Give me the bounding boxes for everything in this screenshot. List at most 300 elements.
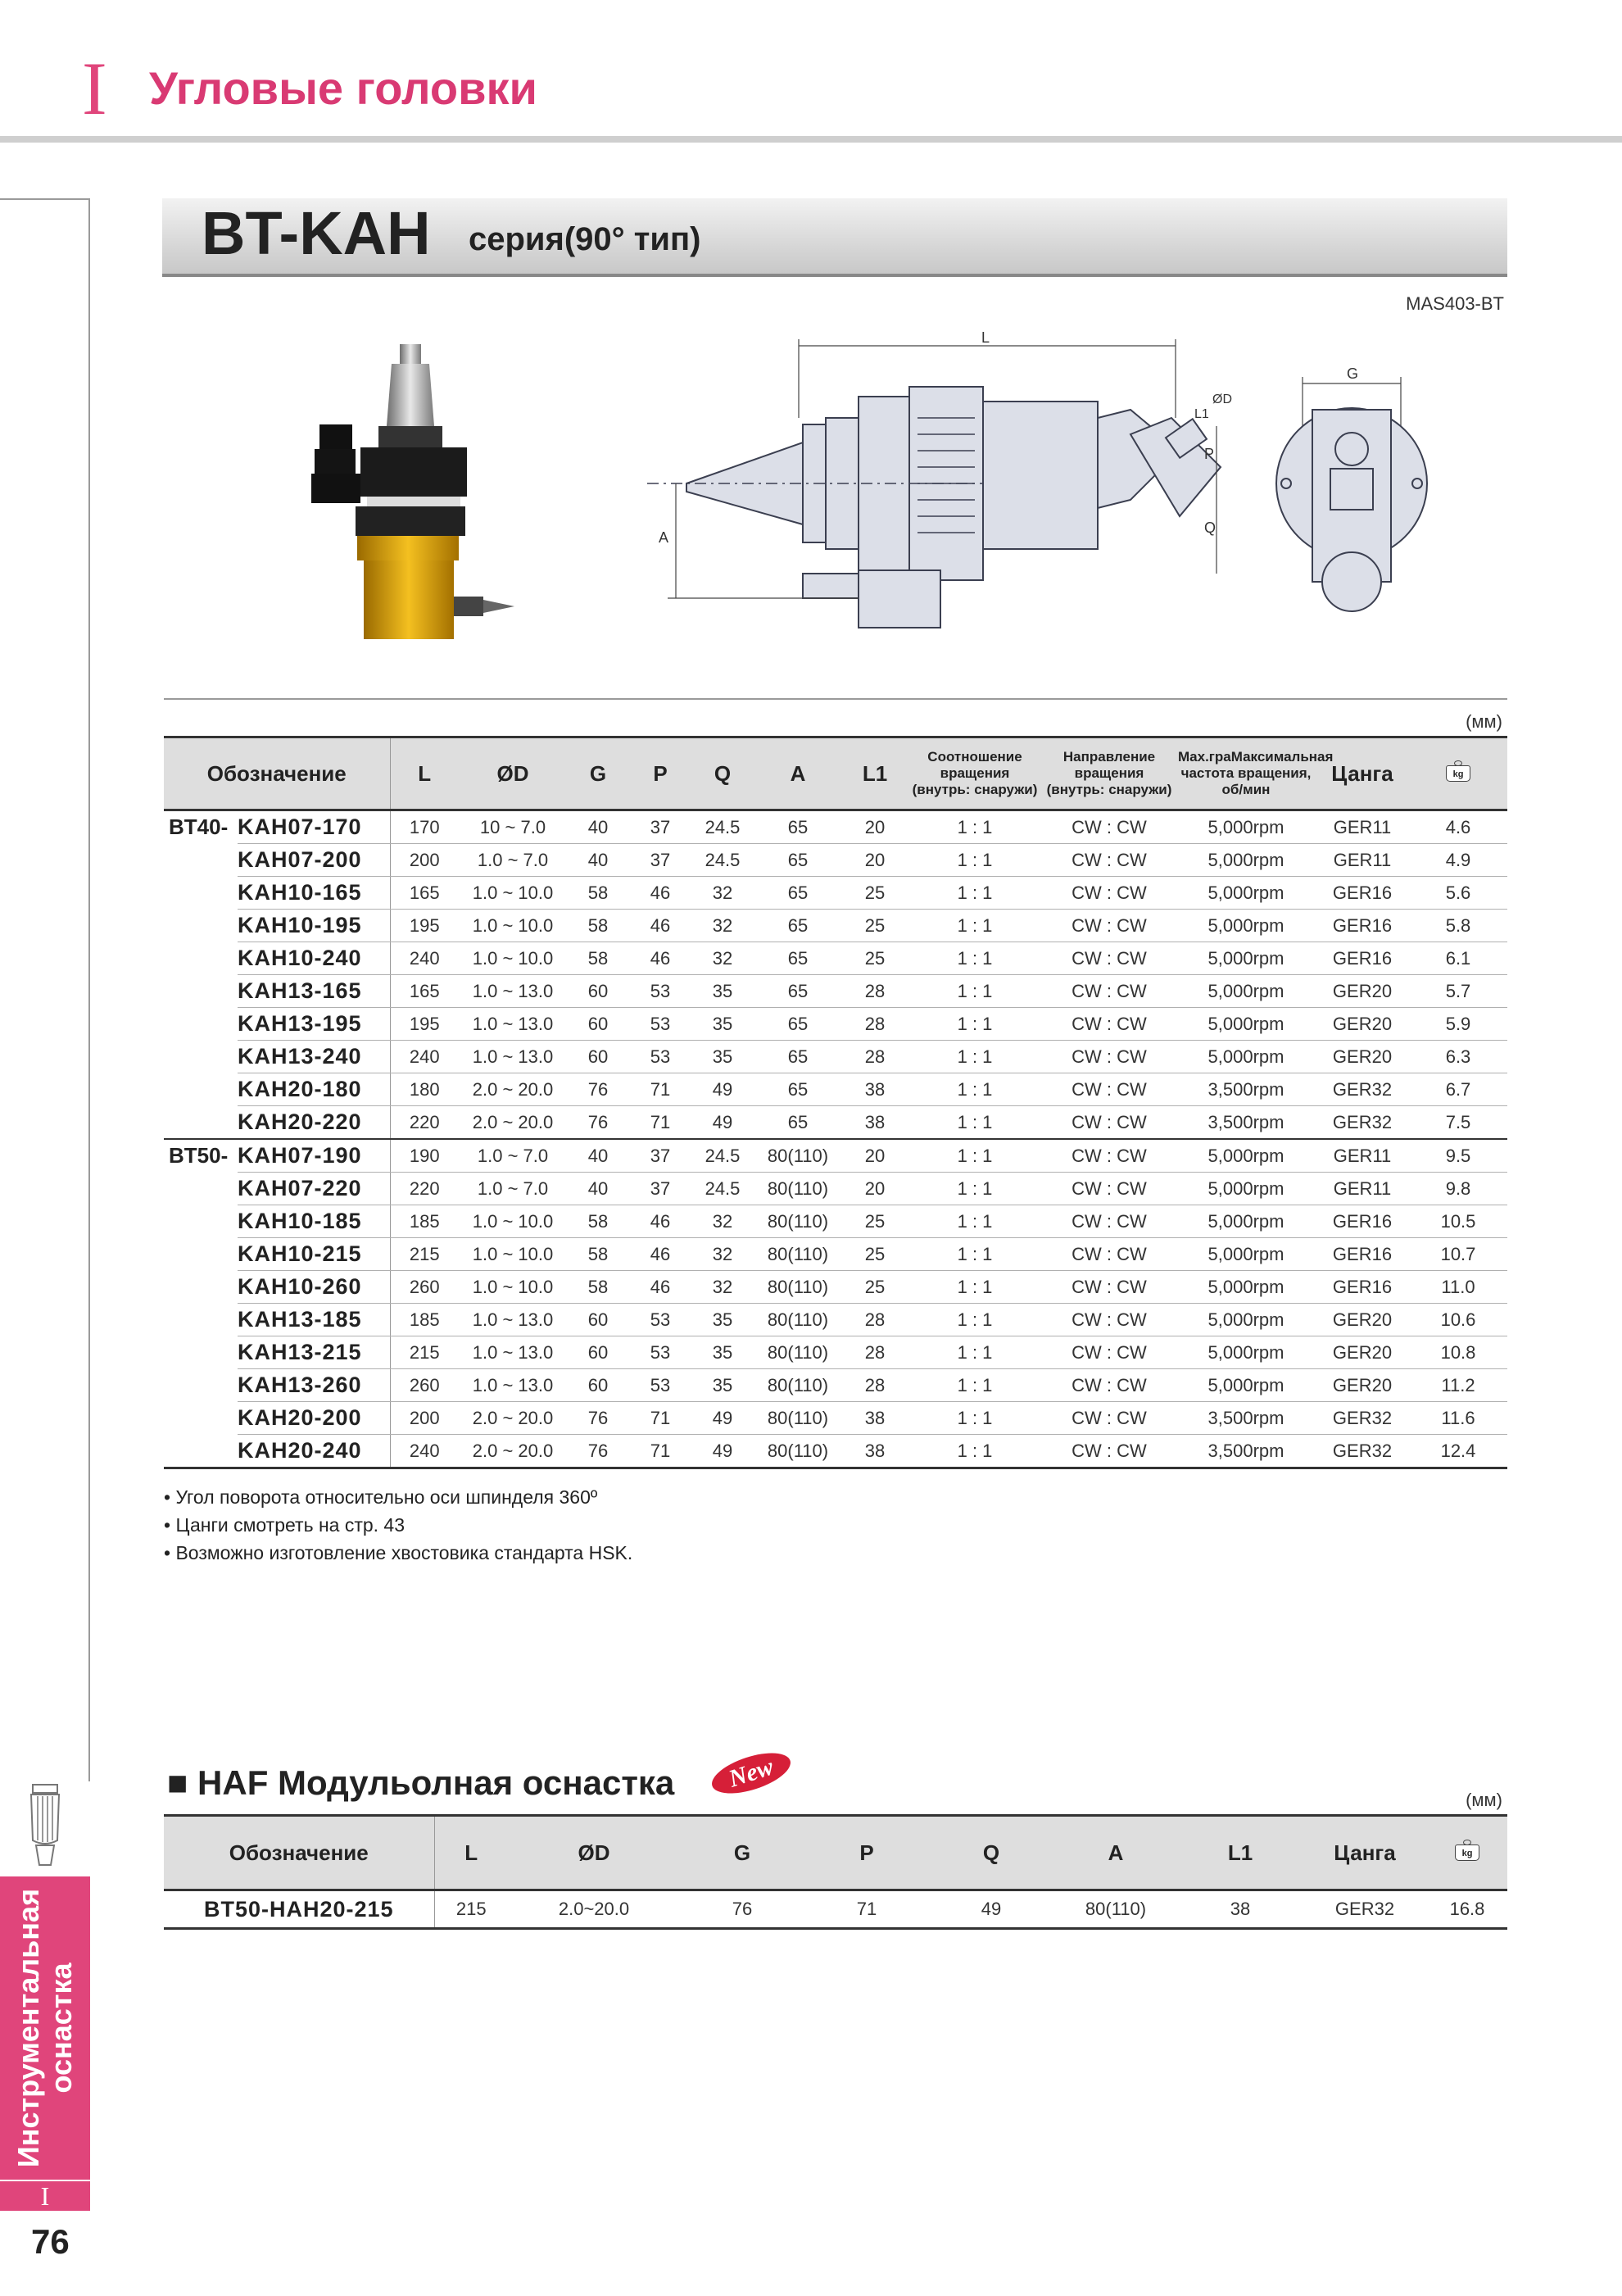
cell-l: 190 (390, 1139, 459, 1173)
model-code: KAH10-195 (238, 910, 390, 942)
cell-d: 1.0 ~ 13.0 (459, 975, 567, 1008)
notes (164, 1483, 632, 1567)
cell-d: 1.0 ~ 13.0 (459, 1304, 567, 1336)
spec-table-unit: (мм) (1466, 711, 1502, 732)
series-label (164, 1008, 238, 1041)
series-label (164, 1369, 238, 1402)
col-header-p: P (629, 737, 691, 810)
table-row (164, 1205, 1507, 1238)
cell-speed: 5,000rpm (1176, 1336, 1316, 1369)
cell-dir: CW : CW (1042, 844, 1176, 877)
cell-kg: 10.7 (1409, 1238, 1507, 1271)
cell-collet: GER32 (1316, 1106, 1409, 1140)
cell-g: 60 (567, 1041, 629, 1073)
cell-q: 32 (691, 877, 754, 910)
model-code: KAH20-180 (238, 1073, 390, 1106)
table-row (164, 1106, 1507, 1140)
cell-l1: 28 (842, 1369, 908, 1402)
cell-l: 200 (390, 844, 459, 877)
haf-col-header-weight (1427, 1816, 1507, 1890)
cell-l: 240 (390, 1435, 459, 1468)
haf-table-unit: (мм) (1466, 1790, 1502, 1810)
cell-dir: CW : CW (1042, 1106, 1176, 1140)
model-code: KAH13-185 (238, 1304, 390, 1336)
model-code: KAH10-165 (238, 877, 390, 910)
spec-table (164, 736, 1507, 1469)
cell-dir: CW : CW (1042, 1205, 1176, 1238)
table-row (164, 1336, 1507, 1369)
taper-standard-label: MAS403-BT (1406, 293, 1504, 314)
cell-g: 58 (567, 942, 629, 975)
cell-q: 35 (691, 1041, 754, 1073)
haf-cell: 16.8 (1427, 1890, 1507, 1929)
dim-label-d: ØD (1212, 392, 1232, 406)
cell-a: 65 (754, 1073, 842, 1106)
cell-ratio: 1 : 1 (908, 844, 1042, 877)
cell-a: 65 (754, 1041, 842, 1073)
cell-p: 53 (629, 975, 691, 1008)
cell-dir: CW : CW (1042, 910, 1176, 942)
cell-a: 80(110) (754, 1369, 842, 1402)
col-header-d: ØD (459, 737, 567, 810)
cell-q: 24.5 (691, 844, 754, 877)
dim-label-q: Q (1204, 520, 1216, 536)
series-label (164, 1106, 238, 1140)
table-row (164, 844, 1507, 877)
cell-q: 49 (691, 1435, 754, 1468)
series-banner-underline (162, 274, 1507, 277)
cell-l: 195 (390, 1008, 459, 1041)
frame-vertical-line (88, 200, 90, 1781)
series-subtitle: серия(90° тип) (469, 221, 701, 257)
model-code: KAH10-215 (238, 1238, 390, 1271)
haf-cell: 49 (929, 1890, 1053, 1929)
col-header-max-speed: Max.граМаксимальная частота вращения, об/мин (1176, 737, 1316, 810)
cell-l: 170 (390, 810, 459, 844)
model-code: KAH07-170 (238, 810, 390, 844)
cell-l1: 38 (842, 1106, 908, 1140)
cell-collet: GER32 (1316, 1402, 1409, 1435)
cell-l: 165 (390, 975, 459, 1008)
cell-g: 40 (567, 844, 629, 877)
haf-cell: 71 (804, 1890, 929, 1929)
cell-collet: GER11 (1316, 810, 1409, 844)
model-code: KAH10-260 (238, 1271, 390, 1304)
cell-dir: CW : CW (1042, 1173, 1176, 1205)
cell-l1: 20 (842, 810, 908, 844)
col-header-a: A (754, 737, 842, 810)
cell-g: 40 (567, 1173, 629, 1205)
haf-cell: 215 (434, 1890, 508, 1929)
cell-dir: CW : CW (1042, 877, 1176, 910)
cell-d: 1.0 ~ 10.0 (459, 1271, 567, 1304)
haf-table (164, 1814, 1507, 1930)
cell-l: 215 (390, 1336, 459, 1369)
cell-q: 35 (691, 975, 754, 1008)
cell-collet: GER20 (1316, 1041, 1409, 1073)
haf-cell: 80(110) (1053, 1890, 1178, 1929)
cell-kg: 10.5 (1409, 1205, 1507, 1238)
cell-kg: 5.7 (1409, 975, 1507, 1008)
cell-g: 40 (567, 810, 629, 844)
cell-d: 1.0 ~ 13.0 (459, 1369, 567, 1402)
sidebar-label-line-1: Инструментальная (11, 1888, 45, 2168)
side-view-drawing (639, 328, 1262, 647)
product-photo (303, 336, 524, 656)
cell-d: 1.0 ~ 10.0 (459, 1238, 567, 1271)
cell-q: 32 (691, 910, 754, 942)
haf-col-header: A (1053, 1816, 1178, 1890)
cell-a: 65 (754, 910, 842, 942)
col-header-ratio: Соотношение вращения (внутрь: снаружи) (908, 737, 1042, 810)
cell-collet: GER11 (1316, 1173, 1409, 1205)
cell-p: 71 (629, 1402, 691, 1435)
series-label (164, 844, 238, 877)
cell-kg: 6.1 (1409, 942, 1507, 975)
cell-a: 65 (754, 942, 842, 975)
model-code: KAH13-195 (238, 1008, 390, 1041)
cell-kg: 9.8 (1409, 1173, 1507, 1205)
cell-kg: 5.6 (1409, 877, 1507, 910)
cell-l1: 25 (842, 1271, 908, 1304)
cell-l: 215 (390, 1238, 459, 1271)
cell-dir: CW : CW (1042, 942, 1176, 975)
cell-d: 2.0 ~ 20.0 (459, 1073, 567, 1106)
cell-kg: 12.4 (1409, 1435, 1507, 1468)
cell-ratio: 1 : 1 (908, 1106, 1042, 1140)
cell-d: 1.0 ~ 7.0 (459, 1139, 567, 1173)
cell-q: 49 (691, 1073, 754, 1106)
cell-dir: CW : CW (1042, 1073, 1176, 1106)
model-code: KAH07-200 (238, 844, 390, 877)
dim-label-a: A (659, 529, 669, 546)
col-header-weight (1409, 737, 1507, 810)
new-badge (706, 1744, 796, 1801)
cell-d: 1.0 ~ 10.0 (459, 877, 567, 910)
cell-collet: GER32 (1316, 1435, 1409, 1468)
series-label (164, 1336, 238, 1369)
page-number: 76 (31, 2222, 70, 2261)
cell-collet: GER11 (1316, 844, 1409, 877)
cell-dir: CW : CW (1042, 1304, 1176, 1336)
cell-q: 49 (691, 1402, 754, 1435)
col-header-q: Q (691, 737, 754, 810)
cell-l: 185 (390, 1304, 459, 1336)
cell-d: 1.0 ~ 13.0 (459, 1008, 567, 1041)
cell-l: 220 (390, 1106, 459, 1140)
cell-q: 24.5 (691, 1139, 754, 1173)
haf-section-title: ■ HAF Модульолная оснастка (167, 1763, 675, 1802)
cell-l1: 28 (842, 1041, 908, 1073)
cell-kg: 6.3 (1409, 1041, 1507, 1073)
col-header-l: L (390, 737, 459, 810)
haf-col-header: Цанга (1303, 1816, 1427, 1890)
cell-a: 80(110) (754, 1205, 842, 1238)
cell-dir: CW : CW (1042, 1008, 1176, 1041)
cell-dir: CW : CW (1042, 1369, 1176, 1402)
table-row (164, 910, 1507, 942)
cell-speed: 5,000rpm (1176, 1008, 1316, 1041)
cell-q: 35 (691, 1008, 754, 1041)
chapter-title: Угловые головки (149, 62, 537, 114)
cell-kg: 5.8 (1409, 910, 1507, 942)
cell-d: 2.0 ~ 20.0 (459, 1435, 567, 1468)
cell-q: 32 (691, 1238, 754, 1271)
note-line: • Возможно изготовление хвостовика стандарта HSK. (164, 1542, 633, 1563)
table-row (164, 1369, 1507, 1402)
table-row (164, 1402, 1507, 1435)
series-label (164, 910, 238, 942)
sidebar-roman-numeral: I (0, 2181, 90, 2211)
cell-d: 10 ~ 7.0 (459, 810, 567, 844)
cell-p: 53 (629, 1304, 691, 1336)
spec-table-header-row (164, 737, 1507, 810)
cell-d: 1.0 ~ 10.0 (459, 942, 567, 975)
cell-speed: 5,000rpm (1176, 1304, 1316, 1336)
table-row (164, 1041, 1507, 1073)
cell-speed: 5,000rpm (1176, 942, 1316, 975)
cell-q: 35 (691, 1304, 754, 1336)
cell-d: 1.0 ~ 10.0 (459, 1205, 567, 1238)
cell-a: 65 (754, 810, 842, 844)
dim-label-l1: L1 (1194, 407, 1209, 421)
series-label (164, 1271, 238, 1304)
cell-dir: CW : CW (1042, 810, 1176, 844)
cell-g: 76 (567, 1435, 629, 1468)
cell-ratio: 1 : 1 (908, 1205, 1042, 1238)
cell-speed: 5,000rpm (1176, 910, 1316, 942)
cell-speed: 5,000rpm (1176, 1271, 1316, 1304)
col-header-direction: Направление вращения (внутрь: снаружи) (1042, 737, 1176, 810)
model-code: KAH13-215 (238, 1336, 390, 1369)
cell-p: 37 (629, 844, 691, 877)
cell-a: 80(110) (754, 1435, 842, 1468)
col-header-g: G (567, 737, 629, 810)
cell-dir: CW : CW (1042, 1238, 1176, 1271)
series-label (164, 1041, 238, 1073)
series-label (164, 975, 238, 1008)
cell-dir: CW : CW (1042, 1402, 1176, 1435)
cell-ratio: 1 : 1 (908, 1369, 1042, 1402)
cell-l: 260 (390, 1271, 459, 1304)
drawing-separator (164, 698, 1507, 700)
cell-ratio: 1 : 1 (908, 1008, 1042, 1041)
cell-speed: 3,500rpm (1176, 1402, 1316, 1435)
cell-dir: CW : CW (1042, 1271, 1176, 1304)
collet-icon (25, 1783, 66, 1872)
cell-a: 65 (754, 1106, 842, 1140)
haf-cell: 38 (1178, 1890, 1303, 1929)
cell-l: 180 (390, 1073, 459, 1106)
cell-collet: GER16 (1316, 910, 1409, 942)
cell-dir: CW : CW (1042, 1041, 1176, 1073)
cell-d: 2.0 ~ 20.0 (459, 1402, 567, 1435)
note-line: • Цанги смотреть на стр. 43 (164, 1514, 406, 1536)
cell-p: 53 (629, 1041, 691, 1073)
series-label (164, 1402, 238, 1435)
cell-d: 1.0 ~ 13.0 (459, 1041, 567, 1073)
cell-a: 65 (754, 877, 842, 910)
weight-kg-icon: kg (1453, 1840, 1481, 1861)
haf-col-header: L (434, 1816, 508, 1890)
table-row (164, 1008, 1507, 1041)
cell-dir: CW : CW (1042, 1435, 1176, 1468)
cell-g: 58 (567, 1205, 629, 1238)
cell-d: 1.0 ~ 13.0 (459, 1336, 567, 1369)
cell-l1: 38 (842, 1402, 908, 1435)
weight-kg-icon: kg (1444, 760, 1472, 782)
cell-ratio: 1 : 1 (908, 1435, 1042, 1468)
cell-q: 24.5 (691, 810, 754, 844)
series-label (164, 1073, 238, 1106)
model-code: KAH20-200 (238, 1402, 390, 1435)
cell-kg: 5.9 (1409, 1008, 1507, 1041)
cell-ratio: 1 : 1 (908, 1336, 1042, 1369)
cell-collet: GER32 (1316, 1073, 1409, 1106)
cell-l1: 25 (842, 1238, 908, 1271)
cell-ratio: 1 : 1 (908, 1238, 1042, 1271)
cell-ratio: 1 : 1 (908, 1139, 1042, 1173)
cell-a: 65 (754, 975, 842, 1008)
table-row (164, 975, 1507, 1008)
cell-collet: GER16 (1316, 877, 1409, 910)
cell-speed: 3,500rpm (1176, 1106, 1316, 1140)
cell-l1: 28 (842, 975, 908, 1008)
cell-speed: 5,000rpm (1176, 1369, 1316, 1402)
cell-g: 76 (567, 1402, 629, 1435)
series-label (164, 1173, 238, 1205)
cell-l: 220 (390, 1173, 459, 1205)
cell-kg: 6.7 (1409, 1073, 1507, 1106)
cell-kg: 11.2 (1409, 1369, 1507, 1402)
cell-g: 58 (567, 1271, 629, 1304)
front-view-drawing (1262, 361, 1442, 631)
table-row (164, 1304, 1507, 1336)
cell-p: 46 (629, 877, 691, 910)
cell-g: 60 (567, 975, 629, 1008)
cell-collet: GER16 (1316, 1238, 1409, 1271)
haf-cell: 76 (680, 1890, 804, 1929)
cell-kg: 11.6 (1409, 1402, 1507, 1435)
note-line: • Угол поворота относительно оси шпинделя 360º (164, 1486, 598, 1508)
cell-p: 37 (629, 1173, 691, 1205)
dim-label-p: P (1204, 446, 1215, 462)
model-code: KAH10-185 (238, 1205, 390, 1238)
model-code: KAH07-220 (238, 1173, 390, 1205)
cell-g: 76 (567, 1106, 629, 1140)
cell-p: 37 (629, 810, 691, 844)
cell-ratio: 1 : 1 (908, 810, 1042, 844)
haf-cell: GER32 (1303, 1890, 1427, 1929)
cell-l: 260 (390, 1369, 459, 1402)
col-header-l1: L1 (842, 737, 908, 810)
cell-ratio: 1 : 1 (908, 1304, 1042, 1336)
cell-p: 53 (629, 1336, 691, 1369)
cell-speed: 5,000rpm (1176, 1139, 1316, 1173)
cell-collet: GER20 (1316, 1369, 1409, 1402)
cell-l1: 25 (842, 1205, 908, 1238)
cell-kg: 10.8 (1409, 1336, 1507, 1369)
cell-speed: 5,000rpm (1176, 810, 1316, 844)
series-title: BT-KAH (202, 199, 431, 267)
table-row (164, 810, 1507, 844)
cell-collet: GER20 (1316, 1008, 1409, 1041)
model-code: KAH07-190 (238, 1139, 390, 1173)
series-label (164, 1238, 238, 1271)
cell-g: 58 (567, 910, 629, 942)
cell-kg: 4.9 (1409, 844, 1507, 877)
cell-a: 65 (754, 1008, 842, 1041)
model-code: KAH13-165 (238, 975, 390, 1008)
cell-l1: 20 (842, 1173, 908, 1205)
series-label (164, 1304, 238, 1336)
cell-p: 46 (629, 942, 691, 975)
cell-p: 46 (629, 910, 691, 942)
cell-kg: 7.5 (1409, 1106, 1507, 1140)
haf-cell: 2.0~20.0 (508, 1890, 680, 1929)
table-row (164, 1238, 1507, 1271)
cell-collet: GER16 (1316, 1271, 1409, 1304)
haf-col-header: Обозначение (164, 1816, 434, 1890)
cell-l1: 25 (842, 942, 908, 975)
cell-kg: 11.0 (1409, 1271, 1507, 1304)
dim-label-g: G (1347, 365, 1359, 382)
cell-q: 32 (691, 1205, 754, 1238)
cell-p: 46 (629, 1205, 691, 1238)
series-label (164, 1435, 238, 1468)
cell-g: 60 (567, 1008, 629, 1041)
cell-g: 58 (567, 1238, 629, 1271)
cell-ratio: 1 : 1 (908, 910, 1042, 942)
cell-speed: 5,000rpm (1176, 1205, 1316, 1238)
cell-a: 80(110) (754, 1336, 842, 1369)
haf-table-row (164, 1890, 1507, 1929)
haf-col-header: G (680, 1816, 804, 1890)
cell-q: 35 (691, 1369, 754, 1402)
cell-d: 1.0 ~ 7.0 (459, 1173, 567, 1205)
cell-p: 53 (629, 1369, 691, 1402)
cell-l1: 25 (842, 910, 908, 942)
cell-ratio: 1 : 1 (908, 1073, 1042, 1106)
cell-l1: 28 (842, 1304, 908, 1336)
cell-p: 37 (629, 1139, 691, 1173)
cell-l: 195 (390, 910, 459, 942)
cell-g: 76 (567, 1073, 629, 1106)
cell-speed: 5,000rpm (1176, 1041, 1316, 1073)
cell-g: 60 (567, 1336, 629, 1369)
cell-l1: 38 (842, 1435, 908, 1468)
cell-collet: GER16 (1316, 942, 1409, 975)
cell-dir: CW : CW (1042, 975, 1176, 1008)
model-code: KAH13-240 (238, 1041, 390, 1073)
cell-ratio: 1 : 1 (908, 1402, 1042, 1435)
cell-a: 80(110) (754, 1238, 842, 1271)
table-row (164, 1073, 1507, 1106)
model-code: KAH10-240 (238, 942, 390, 975)
cell-speed: 5,000rpm (1176, 1238, 1316, 1271)
cell-ratio: 1 : 1 (908, 942, 1042, 975)
cell-l1: 28 (842, 1336, 908, 1369)
cell-q: 32 (691, 942, 754, 975)
cell-g: 60 (567, 1369, 629, 1402)
cell-a: 80(110) (754, 1402, 842, 1435)
cell-dir: CW : CW (1042, 1139, 1176, 1173)
model-code: KAH20-240 (238, 1435, 390, 1468)
cell-speed: 3,500rpm (1176, 1073, 1316, 1106)
cell-l: 200 (390, 1402, 459, 1435)
cell-a: 80(110) (754, 1304, 842, 1336)
dim-label-l: L (981, 329, 990, 346)
